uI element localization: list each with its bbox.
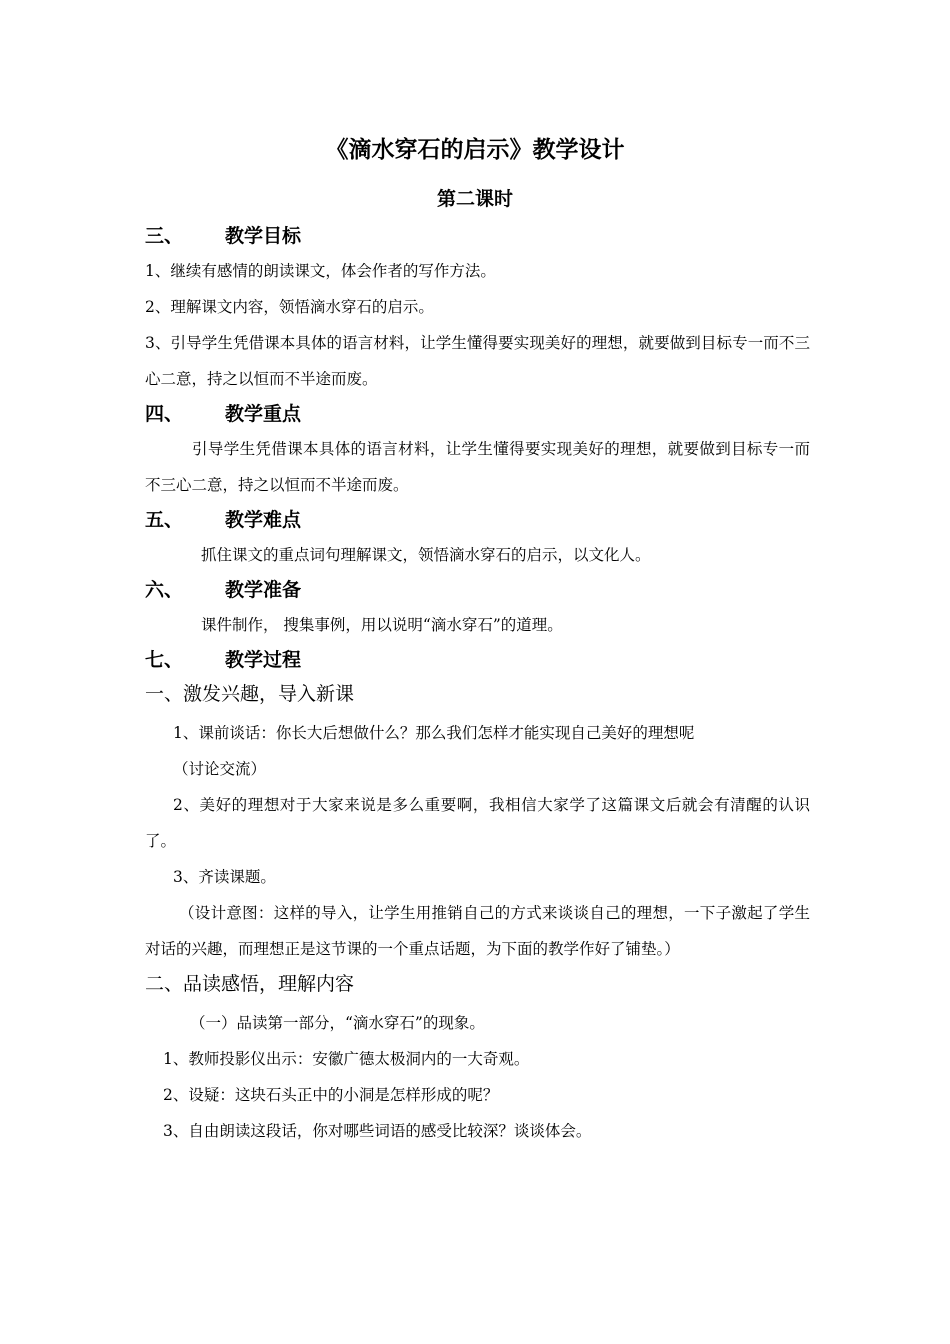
preparation-text: 课件制作， 搜集事例，用以说明“滴水穿石”的道理。 [201, 616, 563, 634]
list-item-continuation: （讨论交流） [173, 760, 267, 778]
section-number: 三、 [145, 225, 184, 247]
section-number: 四、 [145, 403, 184, 425]
section-label: 教学重点 [225, 403, 302, 425]
list-item: 2、设疑：这块石头正中的小洞是怎样形成的呢？ [163, 1086, 499, 1104]
list-item: 1、教师投影仪出示：安徽广德太极洞内的一大奇观。 [163, 1050, 530, 1068]
section-heading-difficulties [145, 503, 810, 537]
objective-item: 1、继续有感情的朗读课文，体会作者的写作方法。 [145, 262, 496, 280]
subpart-title: （一）品读第一部分，“滴水穿石”的现象。 [190, 1014, 485, 1032]
list-item: 3、齐读课题。 [173, 868, 276, 886]
document-title: 《滴水穿石的启示》教学设计 [325, 136, 625, 163]
section-heading-key-points [145, 397, 810, 431]
section-label: 教学准备 [225, 579, 302, 601]
section-heading-process [145, 643, 810, 677]
part-title: 一、激发兴趣，导入新课 [145, 683, 355, 705]
document-body [145, 219, 810, 1149]
difficulties-text: 抓住课文的重点词句理解课文，领悟滴水穿石的启示，以文化人。 [201, 546, 651, 564]
document-subtitle: 第二课时 [436, 188, 513, 210]
section-heading-preparation [145, 573, 810, 607]
design-note: （设计意图：这样的导入，让学生用推销自己的方式来谈谈自己的理想，一下子激起了学生对话的兴趣，而理想正是这节课的一个重点话题，为下面的教学作好了铺垫。） [145, 904, 810, 958]
section-heading-objectives [145, 219, 810, 253]
list-item: 2、美好的理想对于大家来说是多么重要啊，我相信大家学了这篇课文后就会有清醒的认识了。 [145, 796, 810, 850]
objective-item: 2、理解课文内容，领悟滴水穿石的启示。 [145, 298, 434, 316]
part-title: 二、品读感悟，理解内容 [145, 973, 355, 995]
section-label: 教学目标 [225, 225, 302, 247]
section-label: 教学过程 [225, 649, 302, 671]
objective-item: 3、引导学生凭借课本具体的语言材料，让学生懂得要实现美好的理想，就要做到目标专一而不三心二意，持之以恒而不半途而废。 [145, 334, 810, 388]
key-points-text: 引导学生凭借课本具体的语言材料，让学生懂得要实现美好的理想，就要做到目标专一而不三心二意，持之以恒而不半途而废。 [145, 440, 810, 494]
section-label: 教学难点 [225, 509, 302, 531]
list-item: 1、课前谈话：你长大后想做什么？那么我们怎样才能实现自己美好的理想呢 [173, 724, 695, 742]
section-number: 六、 [145, 579, 184, 601]
section-number: 五、 [145, 509, 184, 531]
list-item: 3、自由朗读这段话，你对哪些词语的感受比较深？谈谈体会。 [163, 1122, 592, 1140]
section-number: 七、 [145, 649, 184, 671]
